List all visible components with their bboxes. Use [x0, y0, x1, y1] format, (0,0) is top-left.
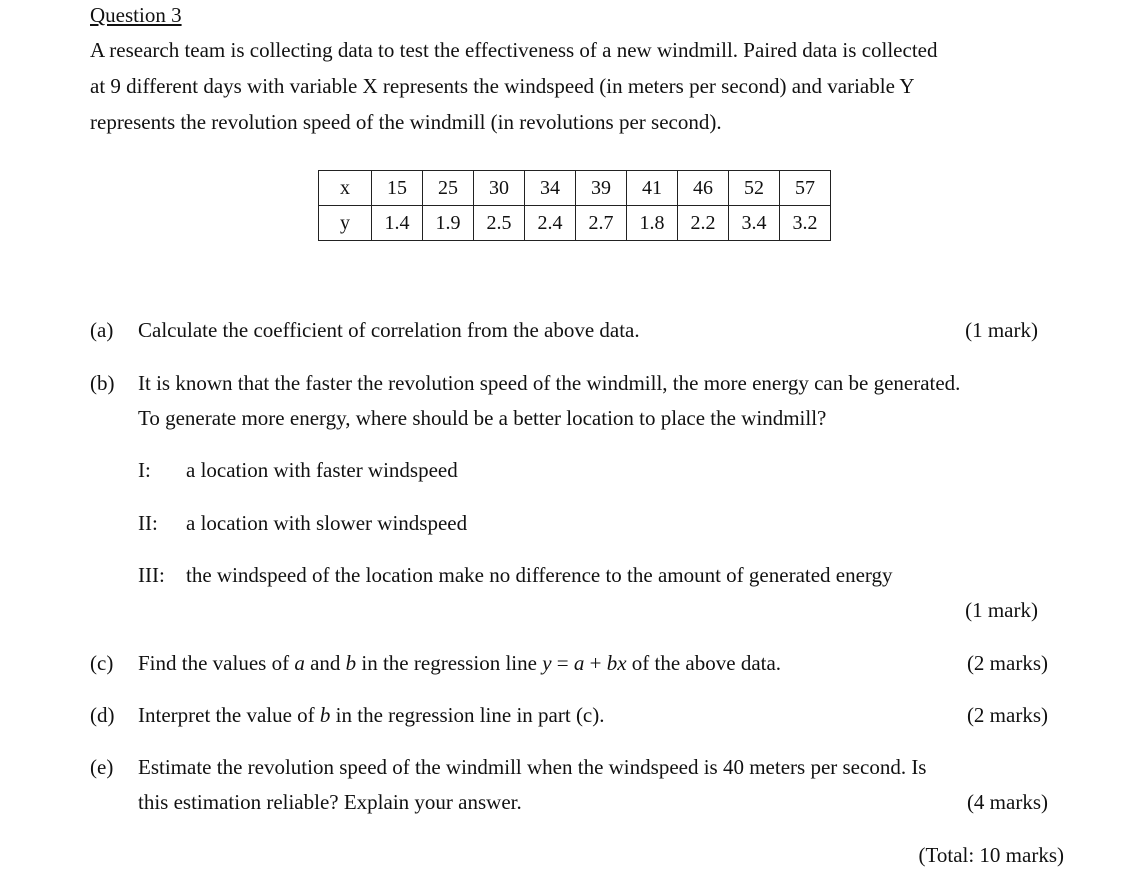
table-cell: 46: [678, 171, 729, 206]
part-c-label: (c): [90, 651, 114, 675]
part-b-line-2: To generate more energy, where should be a better location to place the windmill?: [138, 406, 827, 430]
eq-a: a: [573, 651, 585, 675]
table-cell: 30: [474, 171, 525, 206]
part-c-marks: (2 marks): [966, 651, 1048, 675]
table-cell: 57: [780, 171, 831, 206]
part-a-label: (a): [90, 318, 114, 342]
part-b-marks: (1 mark): [965, 598, 1038, 622]
part-a-marks: (1 mark): [965, 318, 1038, 342]
part-a-text: Calculate the coefficient of correlation from the above data.: [138, 318, 640, 342]
part-d-label: (d): [90, 703, 115, 727]
intro-line-3: represents the revolution speed of the windmill (in revolutions per second).: [90, 110, 722, 134]
table-row-y: [319, 206, 831, 241]
part-c-text: Find the values of a and b in the regression line y = a + bx of the above data.: [138, 651, 782, 675]
table-cell: 1.9: [423, 206, 474, 241]
table-cell: 25: [423, 171, 474, 206]
table-cell: 2.2: [678, 206, 729, 241]
table-cell: 52: [729, 171, 780, 206]
table-cell: 1.8: [627, 206, 678, 241]
table-cell: 3.2: [780, 206, 831, 241]
option-i-text: a location with faster windspeed: [186, 458, 458, 482]
table-cell: 41: [627, 171, 678, 206]
part-d-text: Interpret the value of b in the regression line in part (c).: [138, 703, 605, 727]
option-iii-label: III:: [138, 563, 165, 587]
table-cell: 1.4: [372, 206, 423, 241]
var-b: b: [345, 651, 357, 675]
eq-bx: bx: [606, 651, 627, 675]
part-b-line-1: It is known that the faster the revolution speed of the windmill, the more energy can be generated.: [138, 371, 961, 395]
option-iii-text: the windspeed of the location make no difference to the amount of generated energy: [186, 563, 893, 587]
total-marks: (Total: 10 marks): [918, 843, 1064, 867]
table-header-y: y: [319, 206, 372, 241]
option-i-label: I:: [138, 458, 151, 482]
part-e-line-2: this estimation reliable? Explain your answer.: [138, 790, 522, 814]
eq-y: y: [542, 651, 552, 675]
part-b-label: (b): [90, 371, 115, 395]
var-b: b: [319, 703, 331, 727]
data-table: [318, 170, 831, 241]
table-cell: 15: [372, 171, 423, 206]
table-cell: 2.7: [576, 206, 627, 241]
table-cell: 34: [525, 171, 576, 206]
question-title: Question 3: [90, 3, 182, 27]
option-ii-text: a location with slower windspeed: [186, 511, 468, 535]
table-row-x: [319, 171, 831, 206]
table-cell: 3.4: [729, 206, 780, 241]
table-cell: 39: [576, 171, 627, 206]
part-e-line-1: Estimate the revolution speed of the windmill when the windspeed is 40 meters per second. Is: [138, 755, 927, 779]
intro-line-2: at 9 different days with variable X represents the windspeed (in meters per second) and variable Y: [90, 74, 915, 98]
part-e-marks: (4 marks): [966, 790, 1048, 814]
var-a: a: [294, 651, 305, 675]
table-cell: 2.5: [474, 206, 525, 241]
table-cell: 2.4: [525, 206, 576, 241]
table-header-x: x: [319, 171, 372, 206]
option-ii-label: II:: [138, 511, 158, 535]
part-d-marks: (2 marks): [966, 703, 1048, 727]
part-e-label: (e): [90, 755, 114, 779]
intro-line-1: A research team is collecting data to test the effectiveness of a new windmill. Paired data is collected: [90, 38, 938, 62]
